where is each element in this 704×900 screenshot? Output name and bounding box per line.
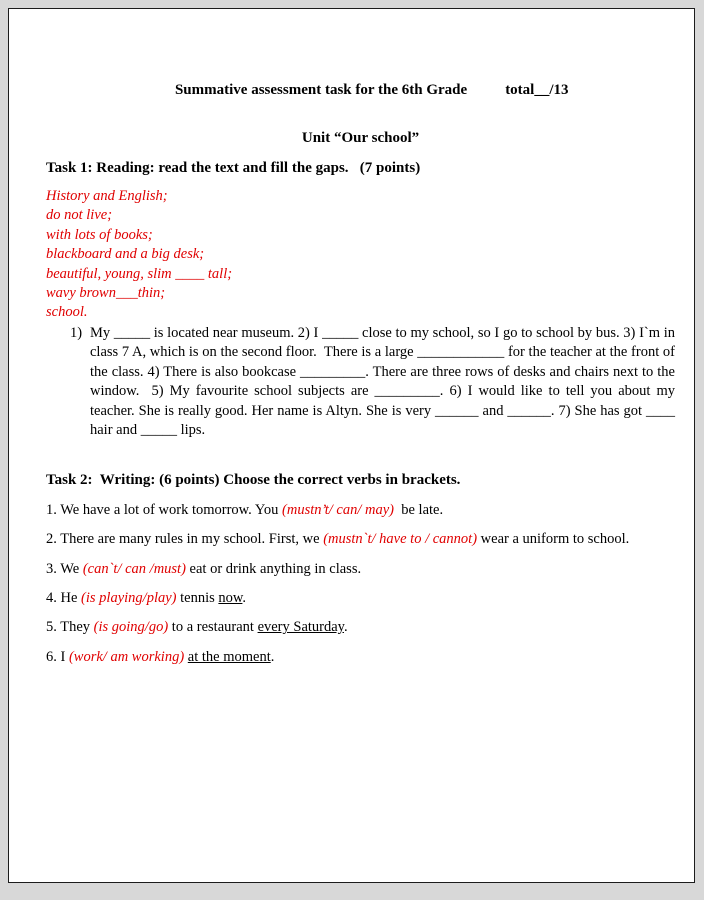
item-text: . (344, 619, 348, 636)
item-text: 1. We have a lot of work tomorrow. You (46, 501, 283, 518)
verb-options: (can`t/ can /must) (82, 560, 186, 577)
task1-heading: Task 1: Reading: read the text and fill the gaps. (7 points) (46, 159, 421, 176)
item-text: wear a uniform to school. (477, 531, 630, 548)
verb-options: (mustn`t/ have to / cannot) (323, 531, 478, 548)
unit-subtitle: Unit “Our school” (301, 130, 420, 147)
reading-text-block (70, 324, 679, 440)
paragraph-number: 1) (70, 324, 83, 341)
word-bank-line: History and English; (46, 188, 168, 205)
task2-item-list (46, 501, 675, 667)
word-bank-line: do not live; (46, 207, 113, 224)
word-bank-line: with lots of books; (46, 226, 153, 243)
verb-options: (work/ am working) (68, 648, 185, 665)
task2-heading: Task 2: Writing: (6 points) Choose the correct verbs in brackets. (46, 472, 461, 489)
task2-item (46, 530, 675, 549)
task2-item (46, 560, 675, 579)
item-text: 4. He (46, 589, 82, 606)
task2-item (46, 589, 675, 608)
document-page (8, 8, 695, 883)
item-text: 3. We (46, 560, 83, 577)
document-header (46, 62, 675, 120)
item-text: eat or drink anything in class. (185, 560, 362, 577)
underlined-phrase: now (218, 589, 243, 606)
task2-item (46, 648, 675, 667)
item-text: 5. They (46, 619, 94, 636)
verb-options: (mustn’t/ can/ may) (282, 501, 394, 518)
reading-paragraph: My _____ is located near museum. 2) I _____ close to my school, so I go to school by bus. 3) I`m in class 7 A, which is on the second floor. There is a large ____________ for the teacher at the front of the class. 4) There is also bookcase _________. There are three rows of desks and chairs next to the window. 5) My favourite school subjects are _________. 6) I would like to tell you about my teacher. She is really good. Her name is Altyn. She is very ______ and ______. 7) She has got ____ hair and _____ lips. (90, 324, 679, 438)
document-content (9, 9, 694, 667)
item-text: . (270, 648, 275, 665)
score-field: total__/13 (505, 82, 569, 99)
word-bank-line: blackboard and a big desk; (46, 246, 205, 263)
word-bank-line: beautiful, young, slim ____ tall; (46, 265, 233, 282)
assessment-title: Summative assessment task for the 6th Grade (174, 82, 468, 99)
item-text: tennis (176, 589, 219, 606)
verb-options: (is going/go) (93, 619, 169, 636)
word-bank-line: wavy brown___thin; (46, 285, 166, 302)
word-bank-line: school. (46, 304, 88, 321)
verb-options: (is playing/play) (81, 589, 177, 606)
item-text: 2. There are many rules in my school. First, we (46, 531, 324, 548)
word-bank (46, 187, 675, 323)
task2-item (46, 618, 675, 637)
underlined-phrase: at the moment (187, 648, 271, 665)
task2-item (46, 501, 675, 520)
item-text: . (242, 589, 247, 606)
item-text: be late. (394, 501, 444, 518)
item-text: 6. I (46, 648, 69, 665)
underlined-phrase: every Saturday (257, 619, 344, 636)
item-text: to a restaurant (168, 619, 258, 636)
